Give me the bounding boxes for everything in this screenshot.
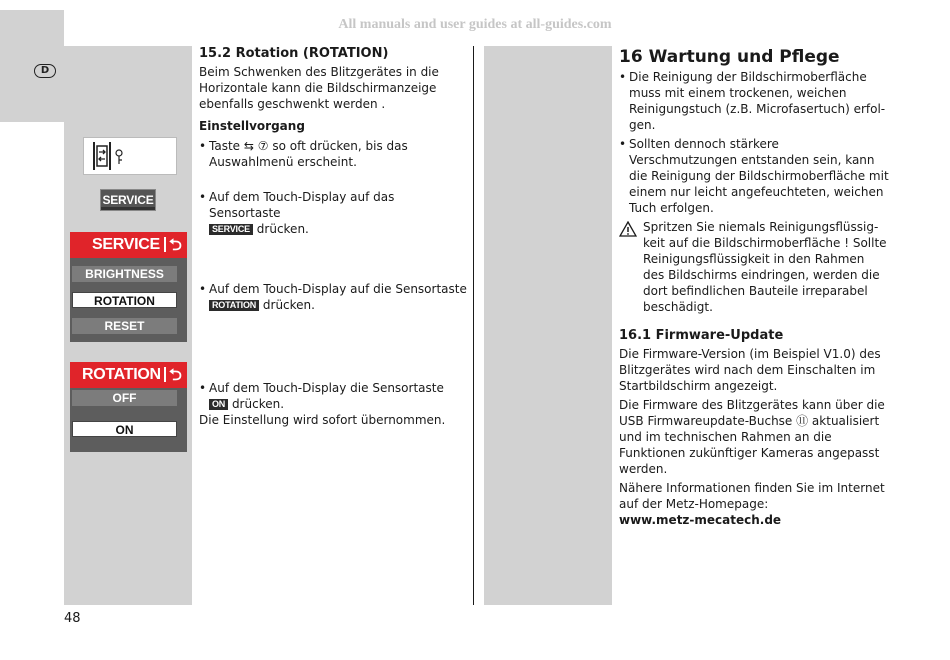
step-3-text-b: drücken. (262, 298, 315, 312)
firmware-paragraph-3: Nähere Informationen finden Sie im Internet auf der Metz-Homepage: (619, 481, 885, 511)
column-divider (473, 46, 474, 605)
warning-text: Spritzen Sie niemals Reinigungsflüssig-keit auf die Bildschirmoberfläche ! Sollte Reinigungsflüssigkeit in den Rahmen des Bildschirms eindringen, werden die dort befindlichen Bauteile irreparabel beschädigt. (643, 220, 887, 314)
rotation-key-label: ROTATION (209, 300, 259, 311)
subsection-heading: 16.1 Firmware-Update (619, 328, 784, 343)
care-bullet-1-text: Die Reinigung der Bildschirmoberfläche muss mit einem trockenen, weichen Reinigungstuch (z.B. Microfasertuch) erfol-gen. (629, 70, 886, 132)
service-key-label: SERVICE (209, 224, 253, 235)
firmware-paragraph-1: Die Firmware-Version (im Beispiel V1.0) des Blitzgerätes wird nach dem Einschalten im Startbildschirm angezeigt. (619, 347, 881, 393)
step-4: • Auf dem Touch-Display die Sensortaste ON drücken. Die Einstellung wird sofort übernommen. (199, 381, 446, 427)
section-heading: 15.2 Rotation (ROTATION) (199, 46, 389, 61)
menu-item-brightness: BRIGHTNESS (72, 266, 177, 282)
rotation-menu-header (70, 362, 187, 388)
warning-icon (619, 221, 637, 237)
step-3-text-a: Auf dem Touch-Display auf die Sensortaste (209, 282, 467, 296)
step-3: • Auf dem Touch-Display auf die Sensortaste ROTATION drücken. (199, 282, 467, 312)
on-key-label: ON (209, 399, 228, 410)
step-2: • Auf dem Touch-Display auf das Sensortaste SERVICE drücken. (199, 190, 395, 236)
service-menu-header (70, 232, 187, 258)
care-bullet-2-text: Sollten dennoch stärkere Verschmutzungen entstanden sein, kann die Reinigung der Bildschirmoberfläche mit einem nur leicht angefeuchteten, weichen Tuch erfolgen. (629, 137, 889, 215)
service-menu-title: SERVICE (92, 236, 160, 253)
rotation-menu-title: ROTATION (82, 366, 161, 383)
chapter-heading: 16 Wartung und Pflege (619, 47, 840, 67)
menu-item-off: OFF (72, 390, 177, 406)
care-bullet-1: • Die Reinigung der Bildschirmoberfläche muss mit einem trockenen, weichen Reinigungstuch (z.B. Microfasertuch) erfol-gen. (619, 70, 886, 132)
page-number: 48 (64, 611, 81, 626)
step-1: • Taste ⇆ ⑦ so oft drücken, bis das Auswahlmenü erscheint. (199, 139, 408, 169)
rotation-menu-screen (70, 362, 187, 452)
step-1-text-a: Taste (209, 139, 241, 153)
language-badge: D (34, 64, 56, 78)
button-illustration (83, 137, 177, 175)
step-2-text-b: drücken. (256, 222, 309, 236)
firmware-paragraph-2: Die Firmware des Blitzgerätes kann über die USB Firmwareupdate-Buchse ⑪ aktualisiert und im technischen Rahmen an die Funktionen zukünftiger Kameras angepasst werden. (619, 398, 885, 476)
subheading: Einstellvorgang (199, 119, 305, 133)
warning-note (619, 219, 889, 315)
button-symbol: ⇆ ⑦ (243, 139, 269, 153)
back-icon: ⮌ (169, 237, 182, 254)
step-4-text-b: drücken. (231, 397, 285, 411)
service-menu-screen (70, 232, 187, 342)
header-separator (164, 237, 166, 252)
step-4-text-c: Die Einstellung wird sofort übernommen. (199, 413, 446, 427)
watermark: All manuals and user guides at all-guides.com (338, 17, 612, 32)
back-icon: ⮌ (169, 367, 182, 384)
menu-item-on: ON (72, 421, 177, 437)
homepage-link[interactable]: www.metz-mecatech.de (619, 513, 782, 527)
step-2-text-a: Auf dem Touch-Display auf das Sensortaste (209, 190, 395, 220)
section-15-2 (199, 46, 469, 428)
step-1-text-b: so oft drücken, bis das Auswahlmenü erscheint. (209, 139, 408, 169)
service-sensor-key: SERVICE (100, 189, 156, 211)
section-16 (619, 46, 889, 528)
menu-item-reset: RESET (72, 318, 177, 334)
flash-button-icon (84, 138, 176, 174)
step-4-text-a: Auf dem Touch-Display die Sensortaste (209, 381, 444, 395)
menu-item-rotation: ROTATION (72, 292, 177, 308)
intro-text: Beim Schwenken des Blitzgerätes in die Horizontale kann die Bildschirmanzeige ebenfalls geschwenkt werden . (199, 65, 439, 111)
care-bullet-2: • Sollten dennoch stärkere Verschmutzungen entstanden sein, kann die Reinigung der Bildschirmoberfläche mit einem nur leicht angefeuchteten, weichen Tuch erfolgen. (619, 137, 889, 215)
right-figure-strip (484, 46, 612, 605)
header-separator (164, 367, 166, 382)
